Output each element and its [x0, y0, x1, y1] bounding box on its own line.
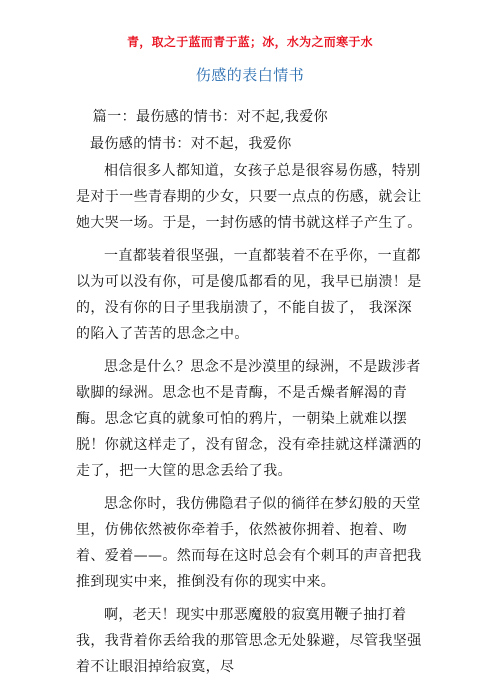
paragraph: 思念是什么？思念不是沙漠里的绿洲，不是跋涉者歇脚的绿洲。思念也不是青酶，不是舌燥者解渴的青酶。思念它真的就象可怕的鸦片，一朝染上就难以摆脱！你就这样走了，没有留念，没有牵挂就这样潇洒的走了，把一大筐的思念丢给了我。: [76, 359, 422, 479]
section-heading: 篇一：最伤感的情书：对不起,我爱你: [92, 109, 329, 125]
paragraph: 啊，老天！现实中那恶魔般的寂寞用鞭子抽打着我，我背着你丢给我的那管思念无处躲避，尽管我坚强着不让眼泪掉给寂寞，尽: [76, 607, 422, 675]
section-subheading: 最伤感的情书：对不起，我爱你: [90, 136, 292, 152]
document-body: [76, 104, 426, 687]
page-title: 伤感的表白情书: [195, 66, 305, 84]
paragraph: 相信很多人都知道，女孩子总是很容易伤感，特别是对于一些青春期的少女，只要一点点的伤感，就会让她大哭一场。于是，一封伤感的情书就这样子产生了。: [76, 163, 422, 231]
header-motto: 青，取之于蓝而青于蓝；冰，水为之而寒于水: [126, 35, 373, 49]
paragraph: 思念你时，我仿佛隐君子似的徜徉在梦幻般的天堂里，仿佛依然被你牵着手，依然被你拥着、抱着、吻着、爱着——。然而每在这时总会有个刺耳的声音把我推到现实中来，推倒没有你的现实中来。: [76, 496, 422, 590]
paragraph: 一直都装着很坚强，一直都装着不在乎你，一直都以为可以没有你，可是傻瓜都看的见，我早已崩溃！是的，没有你的日子里我崩溃了，不能自拔了， 我深深的陷入了苦苦的思念之中。: [76, 248, 422, 342]
